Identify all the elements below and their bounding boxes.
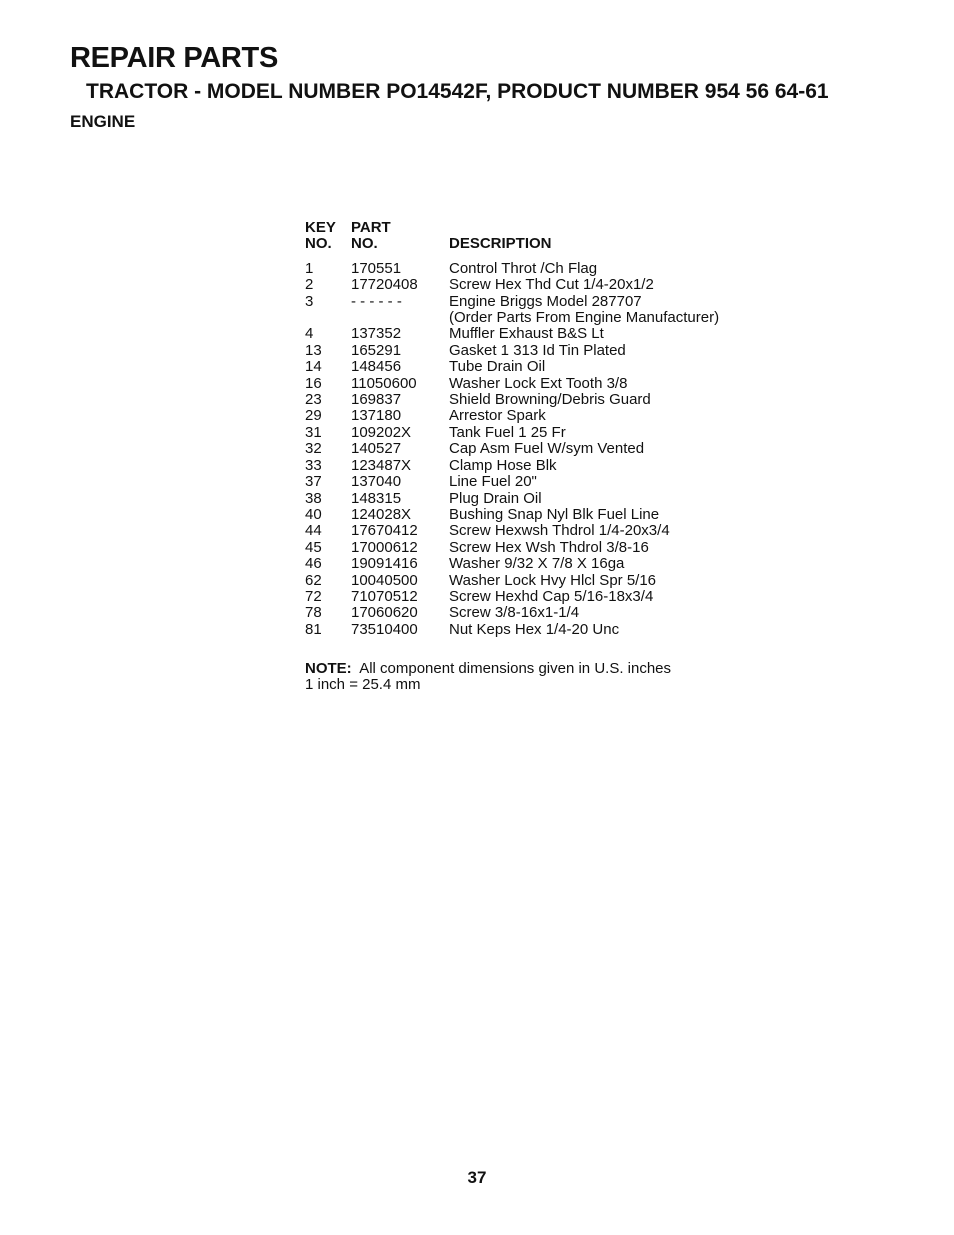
key-cell: 29 [305,407,322,425]
table-row [305,277,719,293]
description-cell: Plug Drain Oil [449,489,542,507]
model-subtitle: TRACTOR - MODEL NUMBER PO14542F, PRODUCT NUMBER 954 56 64-61 [86,80,829,103]
table-row [305,491,719,507]
description-cell: Engine Briggs Model 287707 [449,292,642,310]
description-cell: Screw Hex Thd Cut 1/4-20x1/2 [449,276,654,294]
part-number-cell: 17060620 [351,604,418,622]
table-row [305,622,719,638]
key-cell: 81 [305,620,322,638]
table-row [305,589,719,605]
key-cell: 16 [305,374,322,392]
part-number-cell: 137180 [351,407,402,425]
part-number-cell [351,310,449,326]
part-number-cell: 19091416 [351,555,418,573]
description-cell: Washer Lock Hvy Hlcl Spr 5/16 [449,571,657,589]
description-cell: Cap Asm Fuel W/sym Vented [449,440,645,458]
table-row [305,326,719,342]
table-row [305,425,719,441]
col-key-line2: NO. [305,235,332,253]
description-cell: Gasket 1 313 Id Tin Plated [449,341,626,359]
note-block [305,661,671,694]
table-row [305,507,719,523]
col-description: DESCRIPTION [449,235,552,253]
description-cell: Tank Fuel 1 25 Fr [449,423,566,441]
description-cell: Clamp Hose Blk [449,456,557,474]
description-cell: Line Fuel 20" [449,473,537,491]
parts-rows [305,261,719,638]
key-cell: 62 [305,571,322,589]
page-number: 37 [467,1168,487,1187]
part-number-cell: 109202X [351,423,412,441]
key-cell: 14 [305,358,322,376]
description-cell: Nut Keps Hex 1/4-20 Unc [449,620,620,638]
table-row [305,392,719,408]
key-cell: 37 [305,473,322,491]
part-number-cell: 140527 [351,440,402,458]
part-number-cell: 73510400 [351,620,418,638]
table-row [305,605,719,621]
part-number-cell: 123487X [351,456,412,474]
key-cell [305,310,351,326]
key-cell: 78 [305,604,322,622]
description-cell: Screw Hex Wsh Thdrol 3/8-16 [449,538,649,556]
key-cell: 38 [305,489,322,507]
note-label: NOTE: [305,660,352,677]
key-cell: 3 [305,292,314,310]
description-cell: Control Throt /Ch Flag [449,259,598,277]
page-title: REPAIR PARTS [70,42,279,74]
table-row [305,294,719,310]
description-cell: Arrestor Spark [449,407,546,425]
description-cell: Screw Hexwsh Thdrol 1/4-20x3/4 [449,522,670,540]
part-number-cell: 148315 [351,489,402,507]
part-number-cell: 17720408 [351,276,418,294]
part-number-cell: 124028X [351,505,412,523]
part-number-cell: 169837 [351,391,402,409]
table-row [305,458,719,474]
part-number-cell: - - - - - - [351,292,402,310]
table-row [305,474,719,490]
description-cell: Screw Hexhd Cap 5/16-18x3/4 [449,587,654,605]
key-cell: 13 [305,341,322,359]
table-row [305,359,719,375]
part-number-cell: 17670412 [351,522,418,540]
part-number-cell: 10040500 [351,571,418,589]
col-part-line1: PART [351,219,391,236]
key-cell: 2 [305,276,314,294]
description-cell: Washer Lock Ext Tooth 3/8 [449,374,628,392]
table-row [305,343,719,359]
description-cell: Bushing Snap Nyl Blk Fuel Line [449,505,660,523]
description-cell: Tube Drain Oil [449,358,546,376]
col-part-line2: NO. [351,235,378,253]
part-number-cell: 137352 [351,325,402,343]
part-number-cell: 17000612 [351,538,418,556]
col-key-line1: KEY [305,219,336,236]
note-text: All component dimensions given in U.S. inches [359,660,672,677]
description-cell: Muffler Exhaust B&S Lt [449,325,604,343]
description-cell: Washer 9/32 X 7/8 X 16ga [449,555,625,573]
description-cell: Screw 3/8-16x1-1/4 [449,604,580,622]
table-row [305,556,719,572]
key-cell: 4 [305,325,314,343]
table-row [305,540,719,556]
table-row [305,310,719,326]
part-number-cell: 148456 [351,358,402,376]
key-cell: 72 [305,587,322,605]
part-number-cell: 137040 [351,473,402,491]
key-cell: 33 [305,456,322,474]
part-number-cell: 71070512 [351,587,418,605]
part-number-cell: 165291 [351,341,402,359]
table-row [305,441,719,457]
key-cell: 32 [305,440,322,458]
part-number-cell: 170551 [351,259,402,277]
key-cell: 44 [305,522,322,540]
table-row [305,573,719,589]
table-row [305,523,719,539]
section-heading: ENGINE [70,112,136,131]
key-cell: 23 [305,391,322,409]
table-row [305,261,719,277]
key-cell: 46 [305,555,322,573]
key-cell: 31 [305,423,322,441]
part-number-cell: 11050600 [351,374,417,392]
description-cell: (Order Parts From Engine Manufacturer) [449,309,720,327]
table-row [305,376,719,392]
table-row [305,408,719,424]
description-cell: Shield Browning/Debris Guard [449,391,651,409]
key-cell: 40 [305,505,322,523]
key-cell: 45 [305,538,322,556]
note-conversion: 1 inch = 25.4 mm [305,676,421,694]
parts-list [305,220,719,638]
key-cell: 1 [305,259,314,277]
parts-list-header [305,220,719,253]
